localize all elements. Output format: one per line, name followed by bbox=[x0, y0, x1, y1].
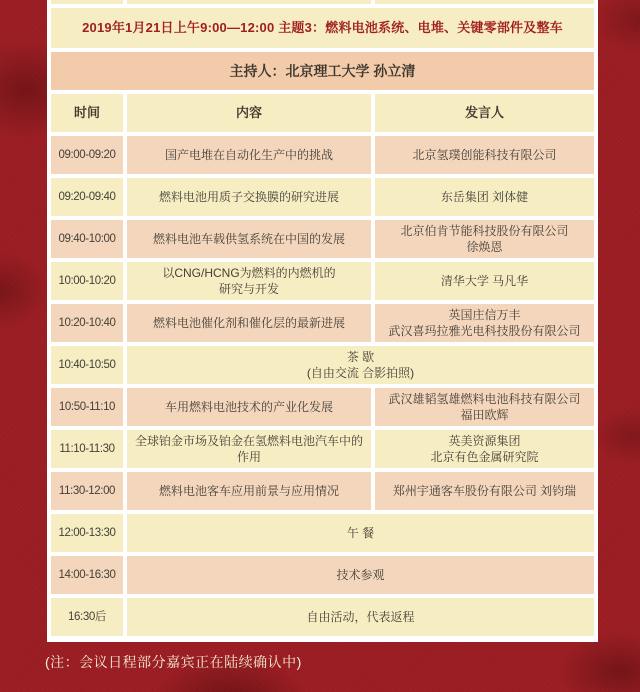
speaker-cell bbox=[375, 178, 594, 216]
text-line: 车用燃料电池技术的产业化发展 bbox=[164, 400, 333, 414]
content-cell bbox=[127, 430, 371, 468]
text-line: 北京伯肯节能科技股份有限公司 bbox=[400, 224, 569, 238]
sliver-cell bbox=[127, 0, 371, 4]
content-cell bbox=[127, 262, 371, 300]
text-line: 东岳集团 刘体健 bbox=[440, 190, 529, 204]
speaker-cell bbox=[375, 472, 594, 510]
time-cell: 12:00-13:30 bbox=[51, 514, 123, 552]
table-row bbox=[51, 388, 594, 426]
table-row bbox=[51, 472, 594, 510]
time-cell: 11:30-12:00 bbox=[51, 472, 123, 510]
session-title-row bbox=[51, 8, 594, 48]
text-line: 英国庄信万丰 bbox=[448, 308, 521, 322]
table-row-merged bbox=[51, 514, 594, 552]
text-line: 技术参观 bbox=[336, 568, 385, 582]
time-cell: 10:50-11:10 bbox=[51, 388, 123, 426]
content-cell-merged bbox=[127, 598, 594, 636]
time-cell: 09:40-10:00 bbox=[51, 220, 123, 258]
text-line: 作用 bbox=[236, 450, 261, 464]
text-line: 北京氢璞创能科技有限公司 bbox=[412, 148, 557, 162]
speaker-cell bbox=[375, 430, 594, 468]
table-header-row bbox=[51, 94, 594, 132]
sliver-cell bbox=[375, 0, 594, 4]
table-row bbox=[51, 178, 594, 216]
text-line: 以CNG/HCNG为燃料的内燃机的 bbox=[162, 266, 336, 280]
text-line: 午 餐 bbox=[346, 526, 375, 540]
content-cell-merged bbox=[127, 514, 594, 552]
text-line: 全球铂金市场及铂金在氢燃料电池汽车中的 bbox=[134, 434, 363, 448]
text-line: 徐焕恩 bbox=[466, 240, 503, 254]
content-cell-merged bbox=[127, 346, 594, 384]
time-cell: 09:00-09:20 bbox=[51, 136, 123, 174]
session-title: 2019年1月21日上午9:00—12:00 主题3：燃料电池系统、电堆、关键零部件及整车 bbox=[51, 8, 594, 48]
content-cell bbox=[127, 388, 371, 426]
speaker-cell bbox=[375, 388, 594, 426]
content-cell bbox=[127, 178, 371, 216]
moderator-row bbox=[51, 52, 594, 90]
text-line: 燃料电池用质子交换膜的研究进展 bbox=[158, 190, 339, 204]
text-line: 燃料电池车载供氢系统在中国的发展 bbox=[152, 232, 345, 246]
table-row-merged bbox=[51, 346, 594, 384]
time-cell: 14:00-16:30 bbox=[51, 556, 123, 594]
speaker-cell bbox=[375, 304, 594, 342]
previous-row-sliver bbox=[51, 0, 594, 4]
table-row-merged bbox=[51, 556, 594, 594]
sliver-cell bbox=[51, 0, 123, 4]
column-header-content: 内容 bbox=[127, 94, 371, 132]
text-line: (自由交流 合影拍照) bbox=[306, 366, 415, 380]
text-line: 郑州宇通客车股份有限公司 刘钧瑞 bbox=[392, 484, 577, 498]
table-row-merged bbox=[51, 598, 594, 636]
table-row bbox=[51, 136, 594, 174]
content-cell bbox=[127, 304, 371, 342]
time-cell: 11:10-11:30 bbox=[51, 430, 123, 468]
time-cell: 16:30后 bbox=[51, 598, 123, 636]
text-line: 福田欧辉 bbox=[460, 408, 509, 422]
text-line: 燃料电池催化剂和催化层的最新进展 bbox=[152, 316, 345, 330]
text-line: 英美资源集团 bbox=[448, 434, 521, 448]
table-row bbox=[51, 430, 594, 468]
text-line: 武汉喜玛拉雅光电科技股份有限公司 bbox=[388, 324, 581, 338]
content-cell bbox=[127, 136, 371, 174]
time-cell: 10:40-10:50 bbox=[51, 346, 123, 384]
table-row bbox=[51, 262, 594, 300]
speaker-cell bbox=[375, 262, 594, 300]
content-cell bbox=[127, 220, 371, 258]
content-cell-merged bbox=[127, 556, 594, 594]
text-line: 茶 歇 bbox=[346, 350, 375, 364]
footer-note: (注：会议日程部分嘉宾正在陆续确认中) bbox=[45, 654, 302, 670]
text-line: 燃料电池客车应用前景与应用情况 bbox=[158, 484, 339, 498]
speaker-cell bbox=[375, 136, 594, 174]
speaker-cell bbox=[375, 220, 594, 258]
time-cell: 10:20-10:40 bbox=[51, 304, 123, 342]
text-line: 研究与开发 bbox=[218, 282, 279, 296]
table-row bbox=[51, 220, 594, 258]
text-line: 武汉雄韬氢雄燃料电池科技有限公司 bbox=[388, 392, 581, 406]
text-line: 自由活动，代表返程 bbox=[306, 610, 415, 624]
column-header-time: 时间 bbox=[51, 94, 123, 132]
text-line: 北京有色金属研究院 bbox=[430, 450, 539, 464]
column-header-speaker: 发言人 bbox=[375, 94, 594, 132]
text-line: 清华大学 马凡华 bbox=[440, 274, 529, 288]
time-cell: 09:20-09:40 bbox=[51, 178, 123, 216]
content-cell bbox=[127, 472, 371, 510]
time-cell: 10:00-10:20 bbox=[51, 262, 123, 300]
schedule-table bbox=[47, 0, 598, 642]
table-row bbox=[51, 304, 594, 342]
moderator-label: 主持人：北京理工大学 孙立清 bbox=[51, 52, 594, 90]
text-line: 国产电堆在自动化生产中的挑战 bbox=[164, 148, 333, 162]
